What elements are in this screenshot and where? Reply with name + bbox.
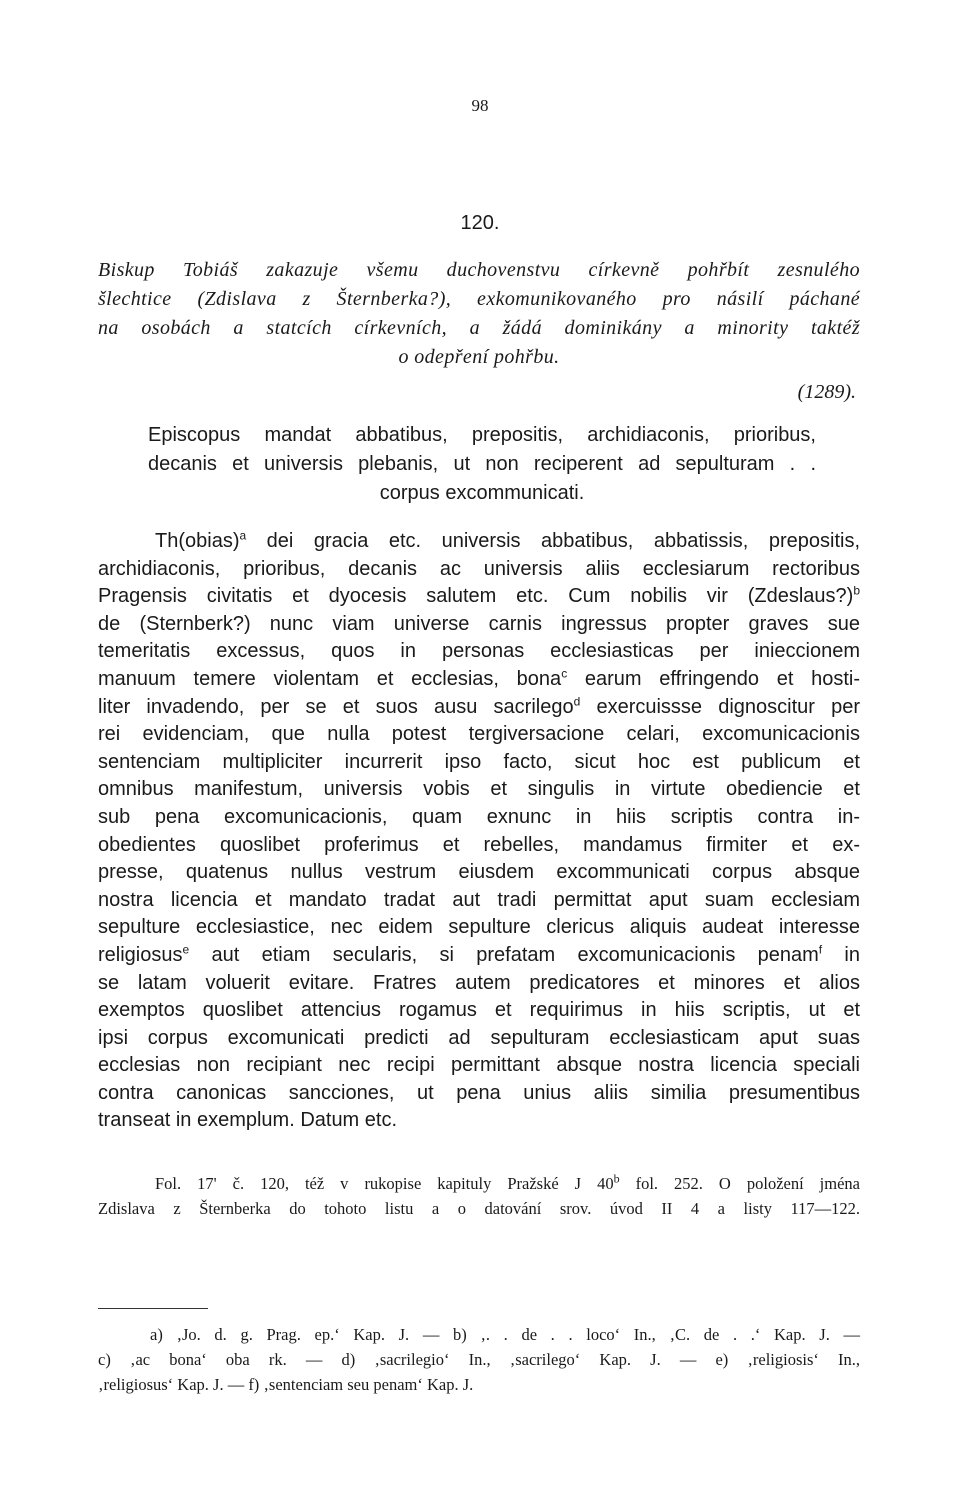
heading-line: šlechtice (Zdislava z Šternberka?), exkomunikovaného pro násilí páchané	[98, 288, 860, 310]
page-number: 98	[471, 96, 489, 115]
footnote-marker: e	[182, 942, 190, 957]
document-heading	[98, 256, 860, 372]
text-line: sub pena excomunicacionis, quam exnunc in hiis scriptis contra in-	[98, 805, 860, 828]
heading-line: Biskup Tobiáš zakazuje všemu duchovenstvu církevně pohřbít zesnulého	[98, 259, 860, 281]
text-line: religiosus$^e$ aut etiam secularis, si prefatam excomunicacionis penam$^f$ in	[98, 942, 861, 966]
footnote-line: c) ‚ac bona‘ oba rk. — d) ‚sacrilegio‘ In., ‚sacrilego‘ Kap. J. — e) ‚religiosis‘ In.,	[98, 1350, 860, 1369]
regest-line: decanis et universis plebanis, ut non reciperent ad sepulturam . .	[148, 453, 816, 475]
footnote-marker: b	[853, 583, 860, 598]
text-line: nostra licencia et mandato tradat aut tradi permittat aput suam ecclesiam	[98, 888, 860, 911]
text-line: obedientes quoslibet proferimus et rebelles, mandamus firmiter et ex-	[98, 833, 860, 856]
charter-text	[98, 528, 860, 1135]
text-line: se latam voluerit evitare. Fratres autem predicatores et minores et alios	[98, 971, 860, 994]
footnote-line: a) ‚Jo. d. g. Prag. ep.‘ Kap. J. — b) ‚. . de . . loco‘ In., ‚C. de . .‘ Kap. J. —	[150, 1325, 860, 1344]
text-line: archidiaconis, prioribus, decanis ac universis aliis ecclesiarum rectoribus	[98, 557, 860, 580]
text-line: exemptos quoslibet attencius rogamus et requirimus in hiis scriptis, ut et	[98, 999, 860, 1022]
text-line: omnibus manifestum, universis vobis et singulis in virtute obediencie et	[98, 778, 860, 801]
text-line: manuum temere violentam et ecclesias, bona$^c$ earum effringendo et hosti-	[98, 666, 861, 690]
heading-line: na osobách a statcích církevních, a žádá dominikány a minority taktéž	[98, 317, 860, 339]
latin-regest	[148, 421, 816, 508]
footnote-marker: c	[561, 666, 568, 681]
heading-line: o odepření pohřbu.	[398, 346, 560, 368]
text-line: ecclesias non recipiant nec recipi permittant absque nostra licencia speciali	[98, 1054, 860, 1077]
footnote-line: ‚religiosus‘ Kap. J. — f) ‚sentenciam seu penam‘ Kap. J.	[98, 1375, 474, 1394]
text-line: de (Sternberk?) nunc viam universe carnis ingressus propter graves sue	[98, 612, 860, 635]
footnote-marker: f	[818, 942, 823, 957]
text-line: contra canonicas sancciones, ut pena unius aliis similia presumentibus	[98, 1081, 860, 1104]
text-line: ipsi corpus excomunicati predicti ad sepulturam ecclesiasticam aput suas	[98, 1026, 860, 1049]
regest-line: Episcopus mandat abbatibus, prepositis, archidiaconis, prioribus,	[148, 424, 816, 446]
source-note	[98, 1172, 860, 1221]
footnote-marker: d	[573, 693, 581, 708]
text-line: sepulture ecclesiastice, nec eidem sepulture clericus aliquis audeat interesse	[98, 916, 860, 939]
text-line: presse, quatenus nullus vestrum eiusdem excommunicati corpus absque	[98, 861, 860, 884]
footnote-divider	[98, 1308, 208, 1309]
text-line: rei evidenciam, que nulla potest tergiversacione celari, excomunicacionis	[98, 723, 860, 746]
text-line: Th(obias)$^a$ dei gracia etc. universis abbatibus, abbatissis, prepositis,	[155, 528, 860, 552]
text-line: transeat in exemplum. Datum etc.	[98, 1109, 398, 1132]
footnote-marker: a	[239, 528, 247, 543]
footnotes	[98, 1322, 860, 1397]
note-line: Fol. 17' č. 120, též v rukopise kapituly Pražské J 40$^b$ fol. 252. O položení jména	[155, 1171, 860, 1193]
superscript: b	[613, 1171, 620, 1186]
text-line: sentenciam multipliciter incurrerit ipso facto, sicut hoc est publicum et	[98, 750, 860, 773]
text-line: Pragensis civitatis et dyocesis salutem etc. Cum nobilis vir (Zdeslaus?)$^b$	[98, 583, 860, 608]
text-line: liter invadendo, per se et suos ausu sacrilego$^d$ exercuissse dignoscitur per	[98, 693, 860, 718]
document-number: 120.	[460, 212, 500, 234]
note-line: Zdislava z Šternberka do tohoto listu a o datování srov. úvod II 4 a listy 117—122.	[98, 1198, 860, 1218]
document-date: (1289).	[797, 381, 856, 403]
text-line: temeritatis excessus, quos in personas ecclesiasticas per inieccionem	[98, 640, 860, 663]
regest-line: corpus excommunicati.	[379, 482, 585, 504]
